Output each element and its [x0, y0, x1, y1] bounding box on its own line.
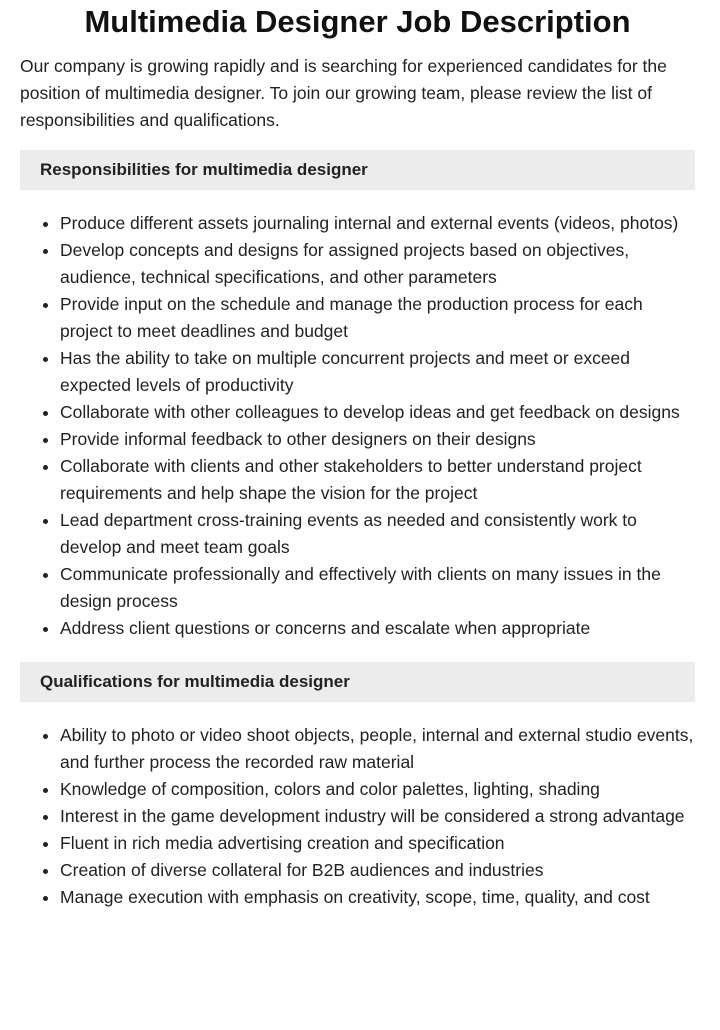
list-item: • Provide input on the schedule and manage the production process for each project to meet deadlines and budget — [60, 291, 695, 345]
list-item: • Provide informal feedback to other designers on their designs — [60, 426, 695, 453]
list-item: • Produce different assets journaling internal and external events (videos, photos) — [60, 210, 695, 237]
qualifications-heading: Qualifications for multimedia designer — [20, 662, 695, 702]
list-item: • Creation of diverse collateral for B2B audiences and industries — [60, 857, 695, 884]
responsibilities-heading: Responsibilities for multimedia designer — [20, 150, 695, 190]
page-title: Multimedia Designer Job Description — [84, 4, 631, 39]
intro-paragraph: Our company is growing rapidly and is searching for experienced candidates for the position of multimedia designer. To join our growing team, please review the list of responsibilities and qualifications. — [20, 56, 667, 130]
list-item: • Communicate professionally and effectively with clients on many issues in the design process — [60, 561, 695, 615]
list-item: • Ability to photo or video shoot objects, people, internal and external studio events, and further process the recorded raw material — [60, 722, 695, 776]
list-item: • Knowledge of composition, colors and color palettes, lighting, shading — [60, 776, 695, 803]
list-item: • Manage execution with emphasis on creativity, scope, time, quality, and cost — [60, 884, 695, 911]
responsibilities-list — [20, 210, 695, 642]
list-item: • Collaborate with other colleagues to develop ideas and get feedback on designs — [60, 399, 695, 426]
list-item: • Lead department cross-training events as needed and consistently work to develop and meet team goals — [60, 507, 695, 561]
list-item: • Collaborate with clients and other stakeholders to better understand project requirements and help shape the vision for the project — [60, 453, 695, 507]
list-item: • Address client questions or concerns and escalate when appropriate — [60, 615, 695, 642]
list-item: • Has the ability to take on multiple concurrent projects and meet or exceed expected levels of productivity — [60, 345, 695, 399]
list-item: • Interest in the game development industry will be considered a strong advantage — [60, 803, 695, 830]
qualifications-list — [20, 722, 695, 911]
list-item: • Fluent in rich media advertising creation and specification — [60, 830, 695, 857]
list-item: • Develop concepts and designs for assigned projects based on objectives, audience, technical specifications, and other parameters — [60, 237, 695, 291]
